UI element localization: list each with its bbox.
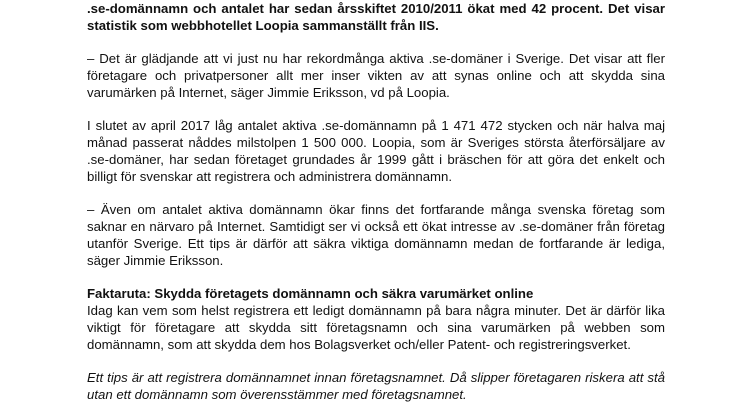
fact-box-heading: Faktaruta: Skydda företagets domännamn och säkra varumärket online [87, 286, 534, 301]
tip-paragraph: Ett tips är att registrera domännamnet innan företagsnamnet. Då slipper företagaren riskera att stå utan ett domännamn som överensstämmer med företagsnamnet. [87, 370, 665, 402]
quote-paragraph-2: – Även om antalet aktiva domännamn ökar finns det fortfarande många svenska företag som saknar en närvaro på Internet. Samtidigt ser vi också ett ökat intresse av .se-domäner från företag utanför Sverige. Ett tips är därför att säkra viktiga domännamn medan de fortfarande är lediga, säger Jimmie Eriksson. [87, 202, 665, 268]
statistics-paragraph: I slutet av april 2017 låg antalet aktiva .se-domännamn på 1 471 472 stycken och när halva maj månad passerat nåddes milstolpen 1 500 000. Loopia, som är Sveriges största återförsäljare av .se-domäner, har sedan företaget grundades år 1999 gått i bräschen för att göra det enkelt och billigt för svenskar att registrera och administrera domännamn. [87, 118, 665, 184]
fact-box [87, 285, 665, 353]
quote-paragraph-1: – Det är glädjande att vi just nu har rekordmånga aktiva .se-domäner i Sverige. Det visar att fler företagare och privatpersoner allt mer inser vikten av att synas online och att skydda sina varumärken på Internet, säger Jimmie Eriksson, vd på Loopia. [87, 51, 665, 100]
fact-box-body: Idag kan vem som helst registrera ett ledigt domännamn på bara några minuter. Det är därför lika viktigt för företagare att skydda sitt företagsnamn och sina varumärken på webben som domännamn, som att skydda dem hos Bolagsverket och/eller Patent- och registreringsverket. [87, 303, 665, 352]
intro-paragraph: .se-domännamn och antalet har sedan årsskiftet 2010/2011 ökat med 42 procent. Det visar statistik som webbhotellet Loopia sammanställt från IIS. [87, 1, 665, 33]
press-release-document [87, 0, 665, 419]
